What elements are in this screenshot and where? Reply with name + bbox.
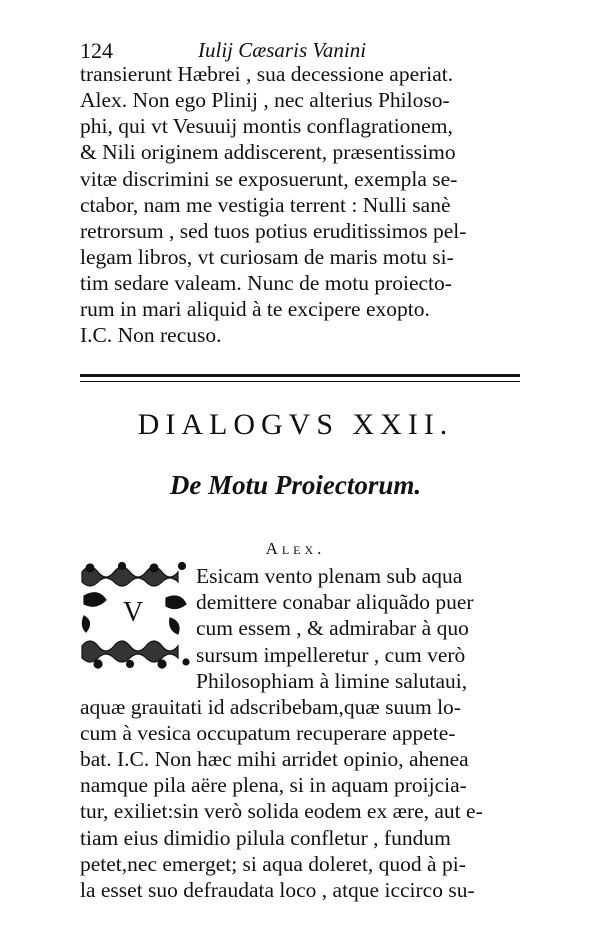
text-line: Philosophiam à limine salutaui, [196, 669, 468, 693]
text-line: tiam eius dimidio pilula confletur , fundum [80, 826, 451, 850]
text-line: aquæ grauitati id adscribebam,quæ suum lo- [80, 695, 461, 719]
text-line: sursum impelleretur , cum verò [196, 643, 466, 667]
speaker-label: Alex. [265, 539, 326, 558]
text-line: tur, exiliet:sin verò solida eodem ex ære, aut e- [80, 799, 483, 823]
running-header [80, 38, 367, 64]
text-line: ctabor, nam me vestigia terrent : Nulli sanè [80, 193, 451, 217]
text-line: demittere conabar aliquãdo puer [196, 590, 474, 614]
section-rule [80, 374, 520, 377]
text-line: retrorsum , sed tuos potius eruditissimos pel- [80, 219, 467, 243]
running-title: Iulij Cæsaris Vanini [198, 38, 367, 62]
text-line: transierunt Hæbrei , sua decessione aperiat. [80, 62, 454, 86]
text-line: Esicam vento plenam sub aqua [196, 564, 463, 588]
dialogue-title: DIALOGVS XXII. [137, 408, 454, 441]
text-line: petet,nec emerget; si aqua doleret, quod à pi- [80, 852, 466, 876]
text-line: legam libros, vt curiosam de maris motu si- [80, 245, 454, 269]
text-line: phi, qui vt Vesuuij montis conflagrationem, [80, 114, 453, 138]
decorated-initial [78, 560, 194, 670]
text-line: cum essem , & admirabar à quo [196, 616, 469, 640]
text-line: vitæ discrimini se exposuerunt, exempla se- [80, 167, 458, 191]
page-number: 124 [80, 38, 113, 63]
text-line: rum in mari aliquid à te excipere exopto. [80, 297, 430, 321]
section-rule-thin [80, 381, 520, 382]
text-line: I.C. Non recuso. [80, 323, 222, 347]
text-line: namque pila aëre plena, si in aquam proijcia- [80, 773, 467, 797]
text-line: Alex. Non ego Plinij , nec alterius Philoso- [80, 88, 450, 112]
dialogue-subtitle: De Motu Proiectorum. [169, 470, 422, 500]
text-line: la esset suo defraudata loco , atque iccirco su- [80, 878, 475, 902]
text-line: tim sedare valeam. Nunc de motu proiecto- [80, 271, 452, 295]
initial-letter: V [123, 597, 144, 628]
text-line: cum à vesica occupatum recuperare appete- [80, 721, 456, 745]
text-line: & Nili originem addiscerent, præsentissimo [80, 140, 456, 164]
text-line: bat. I.C. Non hæc mihi arridet opinio, ahenea [80, 747, 469, 771]
